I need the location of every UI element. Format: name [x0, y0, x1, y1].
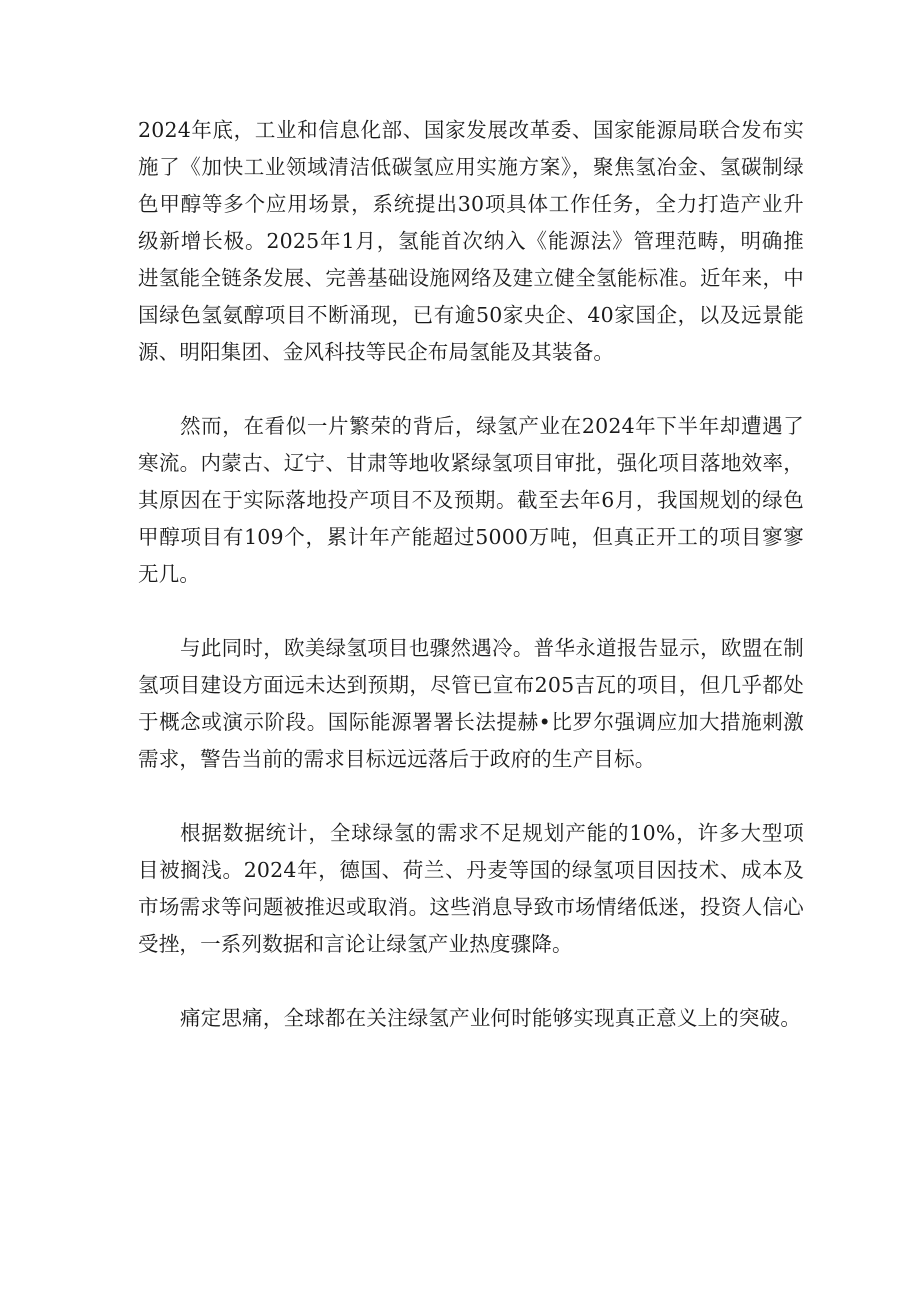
paragraph-conclusion: 痛定思痛，全球都在关注绿氢产业何时能够实现真正意义上的突破。 — [180, 1006, 802, 1030]
paragraph-europe-cooldown: 与此同时，欧美绿氢项目也骤然遇冷。普华永道报告显示，欧盟在制氢项目建设方面远未达到预期，尽管已宣布205吉瓦的项目，但几乎都处于概念或演示阶段。国际能源署署长法提赫•比罗尔强调应加大措施刺激需求，警告当前的需求目标远远落后于政府的生产目标。 — [138, 636, 804, 771]
paragraph-policy-overview: 2024年底，工业和信息化部、国家发展改革委、国家能源局联合发布实施了《加快工业领域清洁低碳氢应用实施方案》，聚焦氢冶金、氢碳制绿色甲醇等多个应用场景，系统提出30项具体工作任务，全力打造产业升级新增长极。2025年1月，氢能首次纳入《能源法》管理范畴，明确推进氢能全链条发展、完善基础设施网络及建立健全氢能标准。近年来，中国绿色氢氨醇项目不断涌现，已有逾50家央企、40家国企，以及远景能源、明阳集团、金风科技等民企布局氢能及其装备。 — [138, 118, 804, 364]
article-body — [138, 112, 804, 1037]
paragraph-demand-statistics: 根据数据统计，全球绿氢的需求不足规划产能的10%，许多大型项目被搁浅。2024年，德国、荷兰、丹麦等国的绿氢项目因技术、成本及市场需求等问题被推迟或取消。这些消息导致市场情绪低迷，投资人信心受挫，一系列数据和言论让绿氢产业热度骤降。 — [138, 821, 804, 956]
paragraph-domestic-cooldown: 然而，在看似一片繁荣的背后，绿氢产业在2024年下半年却遭遇了寒流。内蒙古、辽宁、甘肃等地收紧绿氢项目审批，强化项目落地效率，其原因在于实际落地投产项目不及预期。截至去年6月，我国规划的绿色甲醇项目有109个，累计年产能超过5000万吨，但真正开工的项目寥寥无几。 — [138, 414, 804, 586]
